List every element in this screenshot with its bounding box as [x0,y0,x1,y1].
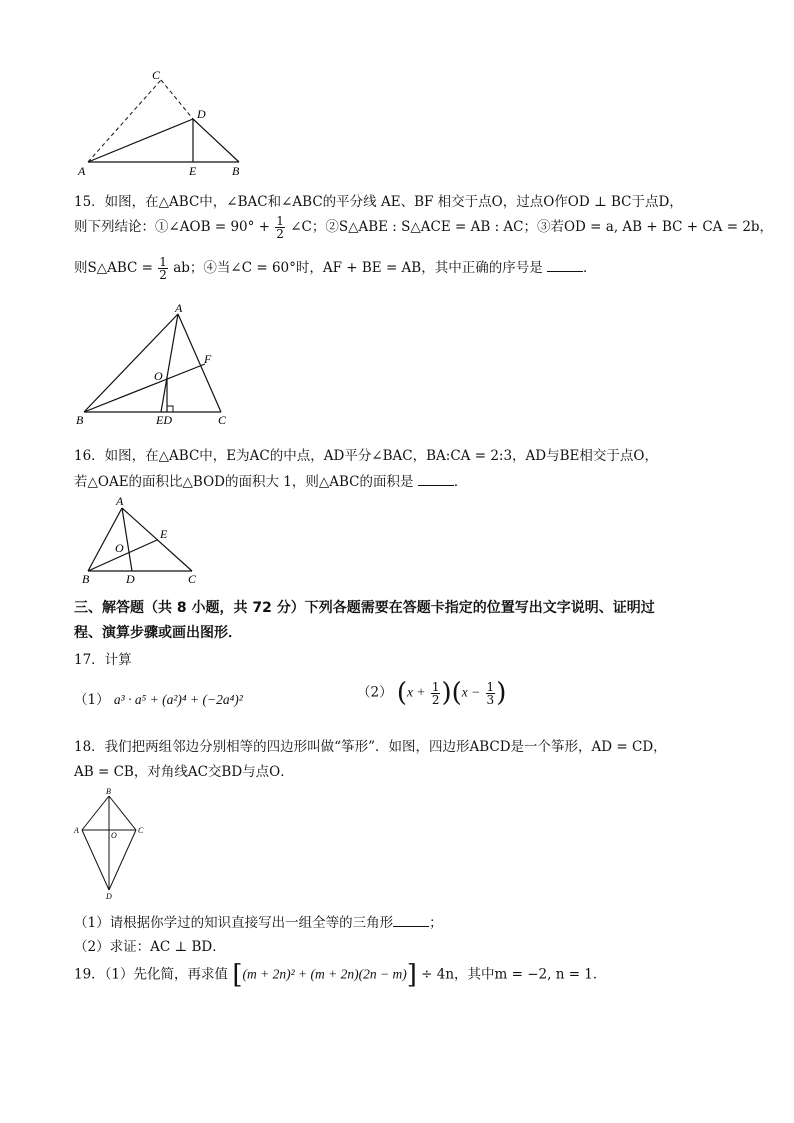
semicolon: ； [429,915,443,931]
q15-line2-b: ∠C；②S△ABE : S△ACE = AB : AC；③若OD = a, AB + BC + CA = 2b， [290,219,774,235]
section-3-heading-line1: 三、解答题（共 8 小题，共 72 分）下列各题需要在答题卡指定的位置写出文字说明、证明过 [74,600,655,616]
label-b: B [82,572,90,586]
expression: x + [407,684,426,700]
answer-blank [547,259,583,272]
label-c: C [218,413,227,427]
q18-part1-text: （1）请根据你学过的知识直接写出一组全等的三角形 [74,915,394,931]
period: ． [453,474,468,490]
q16-line2-text: 若△OAE的面积比△BOD的面积大 1，则△ABC的面积是 [74,474,414,490]
section-3-heading-line2: 程、演算步骤或画出图形． [74,625,242,641]
label-f: F [204,352,212,366]
expression: x − [461,684,481,700]
label-ed: ED [156,413,172,427]
label-d: D [197,107,206,121]
figure-q16 [78,494,208,586]
label-d: D [106,892,112,900]
answer-blank [418,473,454,486]
fraction: $\frac{1}{2}$ [159,255,167,282]
fraction: $\frac{1}{2}$ [276,214,284,241]
label-e: E [160,527,168,541]
label-a: A [78,164,86,178]
fraction: $\frac{1}{2}$ [431,679,440,707]
label-a: A [74,826,79,835]
label-e: E [189,164,197,178]
q15-line3 [74,256,597,281]
q17-title: 17．计算 [74,652,132,668]
label-b: B [76,413,84,427]
expression: a³ · a⁵ + (a²)⁴ + (−2a⁴)² [113,692,243,707]
label-b: B [232,164,240,178]
period: ． [583,260,597,276]
q15-line1: 15．如图，在△ABC中，∠BAC和∠ABC的平分线 AE、BF 相交于点O，过点O作OD ⊥ BC于点D， [74,194,683,210]
q18-part2: （2）求证：AC ⊥ BD． [74,939,226,955]
q15-line2-a: 则下列结论：①∠AOB = 90° + [74,219,270,235]
q19-text-b: ÷ 4n，其中m = −2, n = 1． [421,966,607,983]
figure-q15 [74,300,244,430]
label-b: B [106,787,111,796]
label-a: A [116,494,124,508]
label-c: C [138,826,144,835]
label-o: O [115,541,124,555]
figure-q18 [72,786,152,900]
figure-q14 [74,66,254,181]
label-o: O [111,831,117,840]
q18-line1: 18．我们把两组邻边分别相等的四边形叫做“筝形”．如图，四边形ABCD是一个筝形，AD = CD， [74,739,667,755]
label-d: D [126,572,135,586]
expression: (m + 2n)² + (m + 2n)(2n − m) [242,966,407,982]
fraction: $\frac{1}{3}$ [486,679,495,707]
q19-line1: 19．（1）先化简，再求值 [(m + 2n)² + (m + 2n)(2n − m)] ÷ 4n，其中m = −2, n = 1． [74,960,607,990]
q18-line2: AB = CB，对角线AC交BD与点O． [74,764,294,780]
q18-part1 [74,911,443,931]
q15-line3-b: ab；④当∠C = 60°时，AF + BE = AB，其中正确的序号是 [173,260,543,276]
part-label: （2） [357,684,393,701]
part-label: （1） [74,692,110,708]
label-o: O [154,369,163,383]
q19-text-a: 19．（1）先化简，再求值 [74,966,229,983]
answer-blank [393,914,429,927]
q15-line3-a: 则S△ABC = [74,260,153,276]
label-a: A [175,301,183,315]
q16-line1: 16．如图，在△ABC中，E为AC的中点，AD平分∠BAC，BA:CA = 2:3，AD与BE相交于点O， [74,448,658,464]
q17-part2: （2） (x + $\frac{1}{2}$ )(x − $\frac{1}{3}$ ) [357,678,507,708]
label-c: C [152,68,161,82]
label-c: C [188,572,197,586]
q15-line2 [74,215,773,240]
q17-part1 [74,688,243,708]
q16-line2 [74,470,467,490]
